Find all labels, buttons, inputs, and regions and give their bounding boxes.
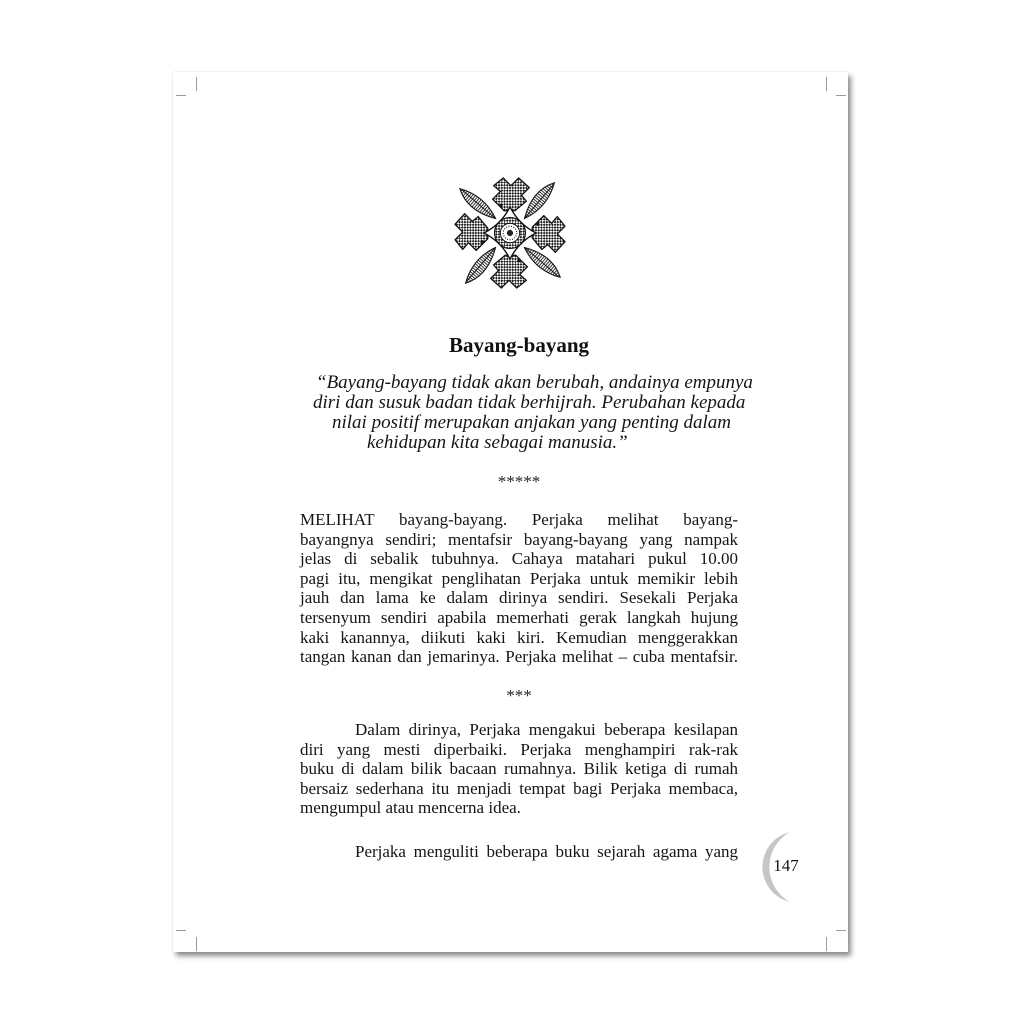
paragraph-1: [300, 510, 738, 667]
crop-mark: [196, 937, 197, 951]
text-line: MELIHAT bayang-bayang. Perjaka melihat bayang-: [300, 510, 738, 529]
crop-mark: [176, 930, 186, 931]
epigraph: [173, 373, 848, 453]
text-line: bersaiz sederhana itu menjadi tempat bagi Perjaka membaca,: [300, 778, 738, 798]
text-line: pagi itu, mengikat penglihatan Perjaka untuk memikir lebih: [300, 568, 738, 588]
chapter-title: Bayang-bayang: [448, 333, 590, 357]
text-line: jelas di sebalik tubuhnya. Cahaya matahari pukul 10.00: [300, 549, 738, 569]
epigraph-line: kehidupan kita sebagai manusia.”: [367, 432, 628, 453]
page-number: 147: [773, 856, 799, 875]
text-line: diri yang mesti diperbaiki. Perjaka menghampiri rak-rak: [300, 739, 738, 759]
epigraph-line: diri dan susuk badan tidak berhijrah. Perubahan kepada: [313, 392, 746, 413]
crop-mark: [196, 77, 197, 91]
text-line: kaki kanannya, diikuti kaki kiri. Kemudian menggerakkan: [300, 627, 738, 647]
book-page: [173, 72, 848, 952]
crop-mark: [826, 77, 827, 91]
section-separator: ***: [506, 686, 532, 705]
text-line: bayangnya sendiri; mentafsir bayang-bayang yang nampak: [300, 529, 738, 549]
text-line: Perjaka menguliti beberapa buku sejarah agama yang: [355, 842, 738, 861]
epigraph-line: nilai positif merupakan anjakan yang penting dalam: [332, 412, 731, 433]
crop-mark: [176, 95, 186, 96]
floral-ornament-icon: [454, 177, 566, 289]
paragraph-3: [300, 842, 738, 862]
section-separator: *****: [497, 472, 541, 491]
crop-mark: [836, 930, 846, 931]
text-line: tangan kanan dan jemarinya. Perjaka melihat – cuba mentafsir.: [300, 647, 738, 667]
text-line: buku di dalam bilik bacaan rumahnya. Bilik ketiga di rumah: [300, 759, 738, 779]
text-line: mengumpul atau mencerna idea.: [300, 798, 521, 818]
text-line: jauh dan lama ke dalam dirinya sendiri. Sesekali Perjaka: [300, 588, 738, 608]
text-line: Dalam dirinya, Perjaka mengakui beberapa kesilapan: [355, 720, 738, 739]
crop-mark: [836, 95, 846, 96]
crop-mark: [826, 937, 827, 951]
epigraph-line: “Bayang-bayang tidak akan berubah, andainya empunya: [316, 372, 753, 393]
text-line: tersenyum sendiri apabila memerhati gerak langkah hujung: [300, 607, 738, 627]
paragraph-2: [300, 720, 738, 818]
